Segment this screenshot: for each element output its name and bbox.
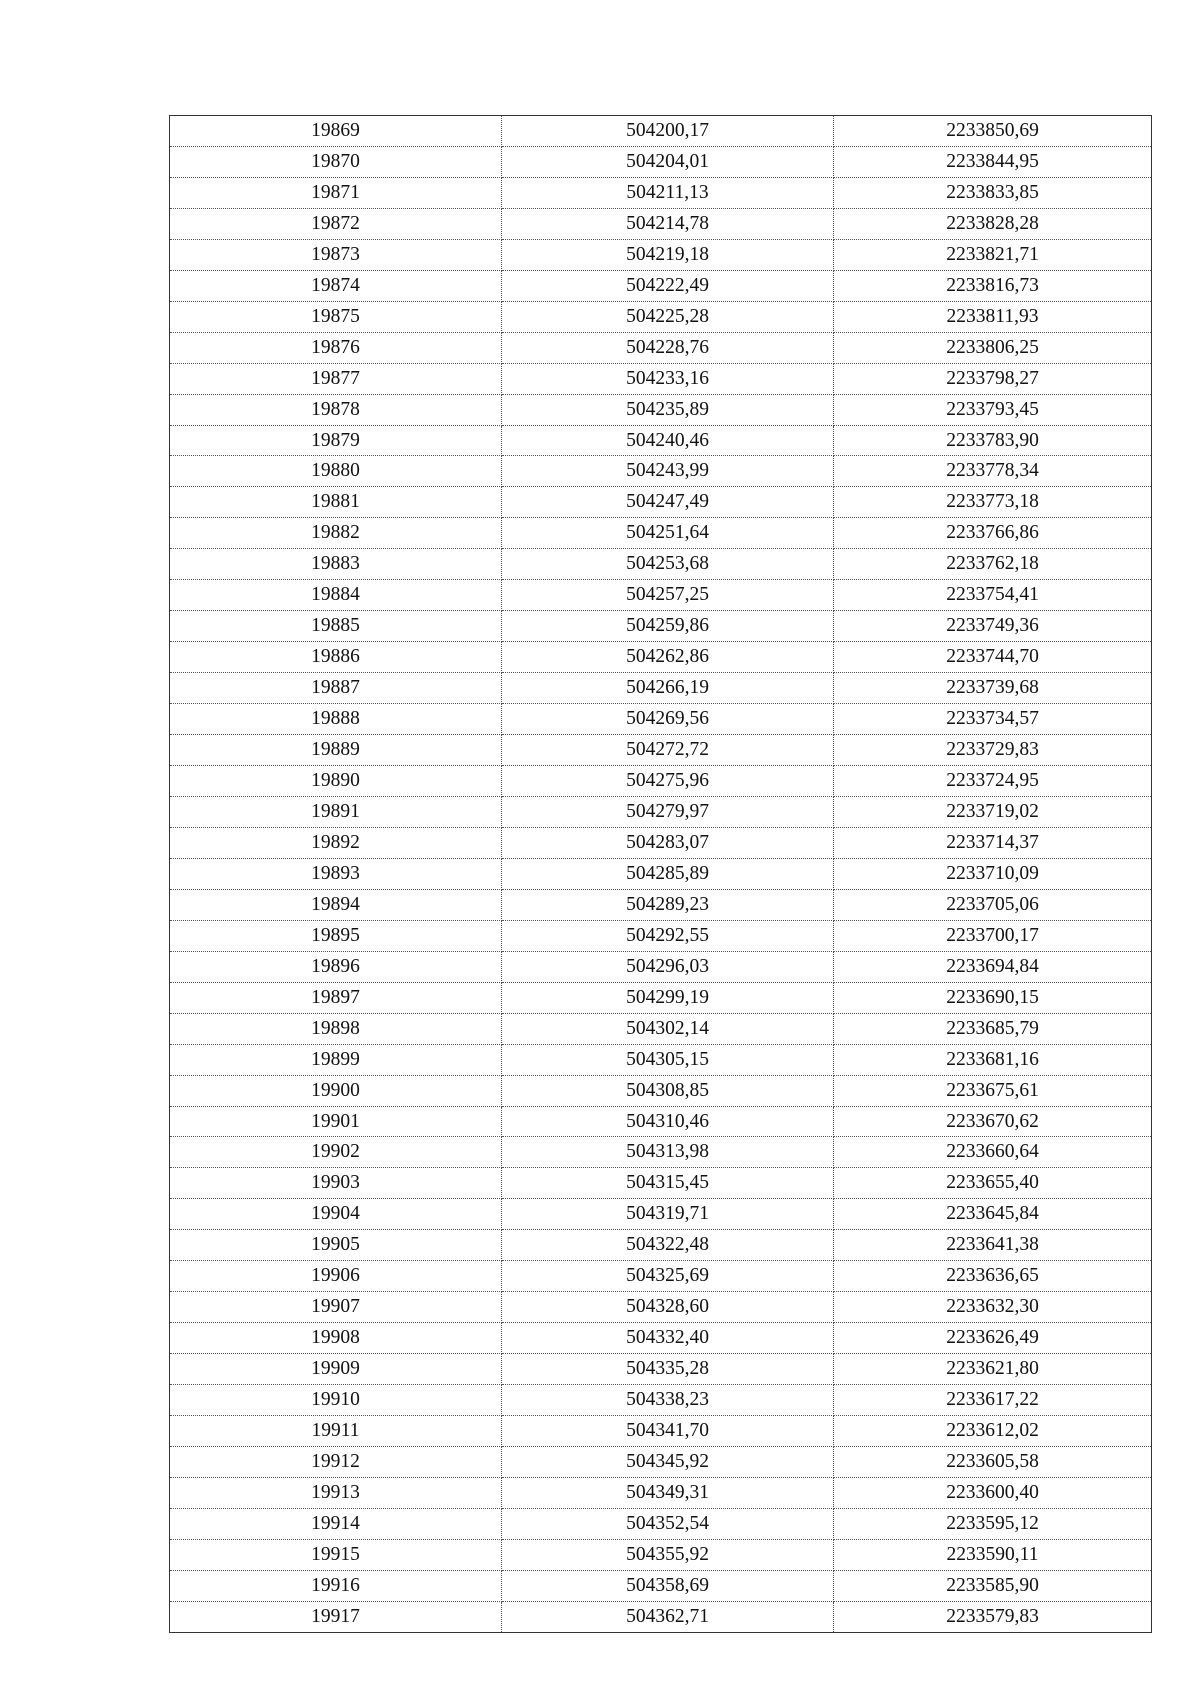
y-coordinate-cell: 2233734,57	[834, 704, 1152, 735]
x-coordinate-cell: 504332,40	[502, 1323, 834, 1354]
table-row	[170, 889, 1152, 920]
x-coordinate-cell: 504302,14	[502, 1013, 834, 1044]
table-row	[170, 1354, 1152, 1385]
y-coordinate-cell: 2233806,25	[834, 332, 1152, 363]
point-number-cell: 19890	[170, 766, 502, 797]
y-coordinate-cell: 2233729,83	[834, 735, 1152, 766]
table-row	[170, 1199, 1152, 1230]
table-row	[170, 208, 1152, 239]
table-row	[170, 487, 1152, 518]
x-coordinate-cell: 504296,03	[502, 951, 834, 982]
x-coordinate-cell: 504315,45	[502, 1168, 834, 1199]
point-number-cell: 19881	[170, 487, 502, 518]
x-coordinate-cell: 504266,19	[502, 673, 834, 704]
y-coordinate-cell: 2233749,36	[834, 611, 1152, 642]
x-coordinate-cell: 504308,85	[502, 1075, 834, 1106]
y-coordinate-cell: 2233778,34	[834, 456, 1152, 487]
point-number-cell: 19915	[170, 1539, 502, 1570]
y-coordinate-cell: 2233762,18	[834, 549, 1152, 580]
point-number-cell: 19917	[170, 1601, 502, 1632]
y-coordinate-cell: 2233828,28	[834, 208, 1152, 239]
y-coordinate-cell: 2233710,09	[834, 858, 1152, 889]
x-coordinate-cell: 504279,97	[502, 796, 834, 827]
x-coordinate-cell: 504259,86	[502, 611, 834, 642]
point-number-cell: 19913	[170, 1477, 502, 1508]
y-coordinate-cell: 2233621,80	[834, 1354, 1152, 1385]
point-number-cell: 19891	[170, 796, 502, 827]
point-number-cell: 19912	[170, 1446, 502, 1477]
table-row	[170, 1168, 1152, 1199]
x-coordinate-cell: 504313,98	[502, 1137, 834, 1168]
x-coordinate-cell: 504283,07	[502, 827, 834, 858]
x-coordinate-cell: 504310,46	[502, 1106, 834, 1137]
y-coordinate-cell: 2233636,65	[834, 1261, 1152, 1292]
point-number-cell: 19886	[170, 642, 502, 673]
point-number-cell: 19910	[170, 1385, 502, 1416]
point-number-cell: 19869	[170, 116, 502, 147]
table-row	[170, 301, 1152, 332]
x-coordinate-cell: 504275,96	[502, 766, 834, 797]
y-coordinate-cell: 2233590,11	[834, 1539, 1152, 1570]
y-coordinate-cell: 2233833,85	[834, 177, 1152, 208]
x-coordinate-cell: 504251,64	[502, 518, 834, 549]
table-row	[170, 1013, 1152, 1044]
x-coordinate-cell: 504243,99	[502, 456, 834, 487]
table-row	[170, 611, 1152, 642]
y-coordinate-cell: 2233612,02	[834, 1416, 1152, 1447]
x-coordinate-cell: 504272,72	[502, 735, 834, 766]
y-coordinate-cell: 2233670,62	[834, 1106, 1152, 1137]
y-coordinate-cell: 2233798,27	[834, 363, 1152, 394]
point-number-cell: 19896	[170, 951, 502, 982]
table-row	[170, 177, 1152, 208]
y-coordinate-cell: 2233600,40	[834, 1477, 1152, 1508]
table-row	[170, 1292, 1152, 1323]
point-number-cell: 19882	[170, 518, 502, 549]
point-number-cell: 19877	[170, 363, 502, 394]
point-number-cell: 19914	[170, 1508, 502, 1539]
point-number-cell: 19874	[170, 270, 502, 301]
point-number-cell: 19872	[170, 208, 502, 239]
y-coordinate-cell: 2233744,70	[834, 642, 1152, 673]
point-number-cell: 19909	[170, 1354, 502, 1385]
point-number-cell: 19899	[170, 1044, 502, 1075]
x-coordinate-cell: 504200,17	[502, 116, 834, 147]
y-coordinate-cell: 2233690,15	[834, 982, 1152, 1013]
table-row	[170, 580, 1152, 611]
point-number-cell: 19907	[170, 1292, 502, 1323]
y-coordinate-cell: 2233783,90	[834, 425, 1152, 456]
table-row	[170, 1106, 1152, 1137]
x-coordinate-cell: 504349,31	[502, 1477, 834, 1508]
table-row	[170, 827, 1152, 858]
x-coordinate-cell: 504204,01	[502, 146, 834, 177]
point-number-cell: 19873	[170, 239, 502, 270]
x-coordinate-cell: 504235,89	[502, 394, 834, 425]
point-number-cell: 19904	[170, 1199, 502, 1230]
point-number-cell: 19889	[170, 735, 502, 766]
table-row	[170, 951, 1152, 982]
x-coordinate-cell: 504262,86	[502, 642, 834, 673]
x-coordinate-cell: 504269,56	[502, 704, 834, 735]
x-coordinate-cell: 504319,71	[502, 1199, 834, 1230]
x-coordinate-cell: 504352,54	[502, 1508, 834, 1539]
table-row	[170, 425, 1152, 456]
x-coordinate-cell: 504341,70	[502, 1416, 834, 1447]
table-row	[170, 920, 1152, 951]
table-row	[170, 673, 1152, 704]
x-coordinate-cell: 504247,49	[502, 487, 834, 518]
table-row	[170, 363, 1152, 394]
point-number-cell: 19894	[170, 889, 502, 920]
point-number-cell: 19871	[170, 177, 502, 208]
point-number-cell: 19870	[170, 146, 502, 177]
table-row	[170, 518, 1152, 549]
table-row	[170, 642, 1152, 673]
point-number-cell: 19916	[170, 1570, 502, 1601]
table-row	[170, 1075, 1152, 1106]
x-coordinate-cell: 504219,18	[502, 239, 834, 270]
table-row	[170, 270, 1152, 301]
y-coordinate-cell: 2233641,38	[834, 1230, 1152, 1261]
x-coordinate-cell: 504214,78	[502, 208, 834, 239]
point-number-cell: 19879	[170, 425, 502, 456]
table-row	[170, 1385, 1152, 1416]
x-coordinate-cell: 504211,13	[502, 177, 834, 208]
table-row	[170, 796, 1152, 827]
table-row	[170, 1508, 1152, 1539]
point-number-cell: 19897	[170, 982, 502, 1013]
x-coordinate-cell: 504253,68	[502, 549, 834, 580]
table-row	[170, 394, 1152, 425]
table-row	[170, 1261, 1152, 1292]
table-row	[170, 1323, 1152, 1354]
point-number-cell: 19901	[170, 1106, 502, 1137]
table-row	[170, 456, 1152, 487]
x-coordinate-cell: 504222,49	[502, 270, 834, 301]
y-coordinate-cell: 2233766,86	[834, 518, 1152, 549]
y-coordinate-cell: 2233685,79	[834, 1013, 1152, 1044]
point-number-cell: 19885	[170, 611, 502, 642]
x-coordinate-cell: 504305,15	[502, 1044, 834, 1075]
point-number-cell: 19884	[170, 580, 502, 611]
x-coordinate-cell: 504233,16	[502, 363, 834, 394]
table-row	[170, 858, 1152, 889]
table-row	[170, 332, 1152, 363]
y-coordinate-cell: 2233585,90	[834, 1570, 1152, 1601]
table-row	[170, 1477, 1152, 1508]
x-coordinate-cell: 504358,69	[502, 1570, 834, 1601]
y-coordinate-cell: 2233816,73	[834, 270, 1152, 301]
x-coordinate-cell: 504335,28	[502, 1354, 834, 1385]
table-row	[170, 704, 1152, 735]
y-coordinate-cell: 2233850,69	[834, 116, 1152, 147]
y-coordinate-cell: 2233724,95	[834, 766, 1152, 797]
x-coordinate-cell: 504362,71	[502, 1601, 834, 1632]
x-coordinate-cell: 504355,92	[502, 1539, 834, 1570]
x-coordinate-cell: 504240,46	[502, 425, 834, 456]
y-coordinate-cell: 2233714,37	[834, 827, 1152, 858]
point-number-cell: 19911	[170, 1416, 502, 1447]
point-number-cell: 19895	[170, 920, 502, 951]
point-number-cell: 19883	[170, 549, 502, 580]
y-coordinate-cell: 2233675,61	[834, 1075, 1152, 1106]
y-coordinate-cell: 2233660,64	[834, 1137, 1152, 1168]
y-coordinate-cell: 2233579,83	[834, 1601, 1152, 1632]
y-coordinate-cell: 2233719,02	[834, 796, 1152, 827]
point-number-cell: 19903	[170, 1168, 502, 1199]
table-row	[170, 146, 1152, 177]
point-number-cell: 19892	[170, 827, 502, 858]
x-coordinate-cell: 504292,55	[502, 920, 834, 951]
y-coordinate-cell: 2233821,71	[834, 239, 1152, 270]
x-coordinate-cell: 504228,76	[502, 332, 834, 363]
table-row	[170, 1230, 1152, 1261]
x-coordinate-cell: 504225,28	[502, 301, 834, 332]
y-coordinate-cell: 2233632,30	[834, 1292, 1152, 1323]
coordinates-table	[169, 115, 1152, 1633]
y-coordinate-cell: 2233605,58	[834, 1446, 1152, 1477]
point-number-cell: 19905	[170, 1230, 502, 1261]
coordinates-table-body	[170, 116, 1152, 1633]
point-number-cell: 19898	[170, 1013, 502, 1044]
y-coordinate-cell: 2233739,68	[834, 673, 1152, 704]
x-coordinate-cell: 504345,92	[502, 1446, 834, 1477]
table-row	[170, 735, 1152, 766]
x-coordinate-cell: 504285,89	[502, 858, 834, 889]
y-coordinate-cell: 2233595,12	[834, 1508, 1152, 1539]
point-number-cell: 19875	[170, 301, 502, 332]
x-coordinate-cell: 504289,23	[502, 889, 834, 920]
point-number-cell: 19876	[170, 332, 502, 363]
y-coordinate-cell: 2233811,93	[834, 301, 1152, 332]
x-coordinate-cell: 504325,69	[502, 1261, 834, 1292]
y-coordinate-cell: 2233700,17	[834, 920, 1152, 951]
x-coordinate-cell: 504338,23	[502, 1385, 834, 1416]
y-coordinate-cell: 2233655,40	[834, 1168, 1152, 1199]
point-number-cell: 19908	[170, 1323, 502, 1354]
x-coordinate-cell: 504328,60	[502, 1292, 834, 1323]
table-row	[170, 982, 1152, 1013]
y-coordinate-cell: 2233626,49	[834, 1323, 1152, 1354]
table-row	[170, 1601, 1152, 1632]
table-row	[170, 1044, 1152, 1075]
table-row	[170, 1137, 1152, 1168]
point-number-cell: 19887	[170, 673, 502, 704]
y-coordinate-cell: 2233645,84	[834, 1199, 1152, 1230]
point-number-cell: 19878	[170, 394, 502, 425]
table-row	[170, 549, 1152, 580]
table-row	[170, 116, 1152, 147]
y-coordinate-cell: 2233705,06	[834, 889, 1152, 920]
y-coordinate-cell: 2233681,16	[834, 1044, 1152, 1075]
table-row	[170, 1416, 1152, 1447]
point-number-cell: 19880	[170, 456, 502, 487]
table-row	[170, 766, 1152, 797]
x-coordinate-cell: 504257,25	[502, 580, 834, 611]
table-row	[170, 1539, 1152, 1570]
y-coordinate-cell: 2233844,95	[834, 146, 1152, 177]
y-coordinate-cell: 2233694,84	[834, 951, 1152, 982]
table-row	[170, 1446, 1152, 1477]
x-coordinate-cell: 504322,48	[502, 1230, 834, 1261]
y-coordinate-cell: 2233617,22	[834, 1385, 1152, 1416]
table-row	[170, 1570, 1152, 1601]
point-number-cell: 19902	[170, 1137, 502, 1168]
y-coordinate-cell: 2233773,18	[834, 487, 1152, 518]
point-number-cell: 19893	[170, 858, 502, 889]
point-number-cell: 19888	[170, 704, 502, 735]
table-row	[170, 239, 1152, 270]
point-number-cell: 19906	[170, 1261, 502, 1292]
point-number-cell: 19900	[170, 1075, 502, 1106]
y-coordinate-cell: 2233793,45	[834, 394, 1152, 425]
y-coordinate-cell: 2233754,41	[834, 580, 1152, 611]
x-coordinate-cell: 504299,19	[502, 982, 834, 1013]
